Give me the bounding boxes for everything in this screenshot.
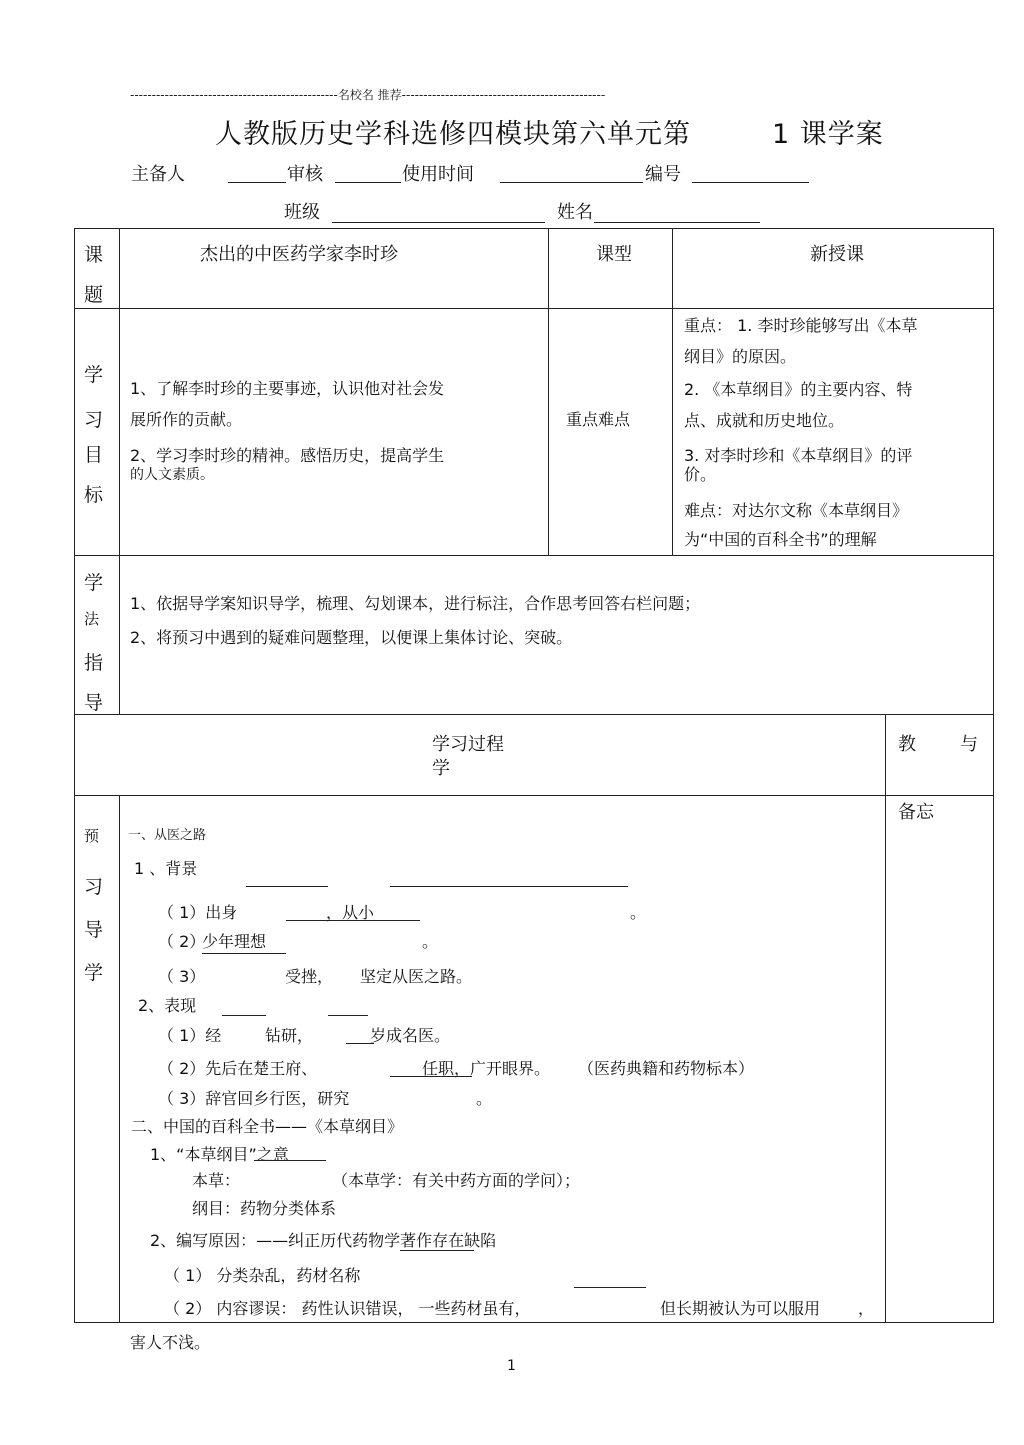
sec1-2-2c: （医药典籍和药物标本） <box>578 1059 755 1078</box>
type-label: 课型 <box>596 244 632 265</box>
tail-text: 害人不浅。 <box>130 1333 211 1352</box>
method-label-4: 导 <box>84 692 104 714</box>
page-title: 人教版历史学科选修四模块第六单元第 <box>215 119 691 150</box>
sec1-2-3b: 。 <box>476 1089 493 1108</box>
sec1-2-2b: 任职，广开眼界。 <box>422 1059 551 1078</box>
sec1-2-1b: 钻研， <box>265 1026 314 1045</box>
sec2-2-1: （ 1） 分类杂乱，药材名称 <box>164 1266 361 1285</box>
goal-2b: 的人文素质。 <box>130 467 214 483</box>
goals-label-1: 学 <box>84 364 104 386</box>
prep-label: 主备人 <box>131 164 185 185</box>
type-value: 新授课 <box>810 244 864 265</box>
process-title: 学习过程 <box>432 734 504 755</box>
sec1-1-1b: ，从小 <box>326 903 375 922</box>
blank <box>222 1015 266 1016</box>
sec1-2-2a: （ 2）先后在楚王府、 <box>158 1059 318 1078</box>
page-title-number: 1 课学案 <box>772 119 884 150</box>
key-2a: 2. 《本草纲目》的主要内容、特 <box>684 380 913 399</box>
blank <box>574 1287 646 1288</box>
sec1-2-1c: 岁成名医。 <box>370 1026 451 1045</box>
sec1-1: 1 、背景 <box>134 859 198 878</box>
sec1-1-2b: 少年理想 <box>202 932 267 951</box>
goals-label-4: 标 <box>84 484 104 506</box>
preview-label-4: 学 <box>84 962 104 984</box>
method-2: 2、将预习中遇到的疑难问题整理，以便课上集体讨论、突破。 <box>130 628 573 647</box>
sec1-1-2a: （ 2） <box>158 932 206 951</box>
time-label: 使用时间 <box>402 164 474 185</box>
goals-label-3: 目 <box>84 444 104 466</box>
class-blank <box>332 222 545 223</box>
key-1a: 重点： 1. 李时珍能够写出《本草 <box>684 316 918 335</box>
sec2-2: 2、编写原因：——纠正历代药物学著作存在缺陷 <box>150 1231 497 1250</box>
name-label: 姓名 <box>557 202 593 223</box>
topic-label-1: 课 <box>84 244 104 266</box>
blank <box>400 1250 474 1251</box>
sec1-1-3a: （ 3） <box>158 967 206 986</box>
sec2-1: 1、“本草纲目”之意 <box>150 1145 289 1164</box>
sec2-2-2a: （ 2） 内容谬误： 药性认识错误， 一些药材虽有， <box>164 1299 531 1318</box>
blank <box>202 953 286 954</box>
side-memo: 备忘 <box>898 802 934 823</box>
goal-1b: 展所作的贡献。 <box>130 410 243 429</box>
sec2-1-a: 本草： <box>192 1171 241 1190</box>
sec1-2: 2、表现 <box>138 996 197 1015</box>
sec1-1-3b: 受挫， <box>285 967 334 986</box>
key-2b: 点、成就和历史地位。 <box>684 411 845 430</box>
diff-a: 难点：对达尔文称《本草纲目》 <box>684 501 909 520</box>
section-2: 二、中国的百科全书——《本草纲目》 <box>131 1117 404 1136</box>
preview-label-1: 预 <box>84 827 100 845</box>
blank <box>246 886 328 887</box>
sec1-2-1a: （ 1）经 <box>158 1026 222 1045</box>
prep-blank <box>228 182 286 183</box>
method-label-3: 指 <box>84 652 104 674</box>
page-number: 1 <box>507 1358 516 1374</box>
blank <box>328 1015 368 1016</box>
blank <box>390 886 628 887</box>
blank <box>254 1160 326 1161</box>
sec1-1-2c: 。 <box>422 932 439 951</box>
side-and: 与 <box>960 734 978 755</box>
diff-b: 为“中国的百科全书”的理解 <box>684 530 877 549</box>
sec2-1-c: 纲目：药物分类体系 <box>192 1199 337 1218</box>
sec1-1-1c: 。 <box>630 903 647 922</box>
method-label-1: 学 <box>84 572 104 594</box>
class-label: 班级 <box>284 202 320 223</box>
key-label: 重点难点 <box>566 410 631 429</box>
sec1-1-1a: （ 1）出身 <box>158 903 238 922</box>
preview-label-2: 习 <box>84 876 104 898</box>
key-3b: 价。 <box>684 465 717 484</box>
number-blank <box>692 182 809 183</box>
goal-1a: 1、了解李时珍的主要事迹，认识他对社会发 <box>130 379 445 398</box>
review-label: 审核 <box>287 164 323 185</box>
side-teach: 教 <box>898 734 916 755</box>
review-blank <box>335 182 401 183</box>
key-1b: 纲目》的原因。 <box>684 347 797 366</box>
sec1-2-3a: （ 3）辞官回乡行医，研究 <box>158 1089 350 1108</box>
section-1: 一、从医之路 <box>128 828 207 843</box>
key-3a: 3. 对李时珍和《本草纲目》的评 <box>684 446 913 465</box>
method-label-2: 法 <box>84 610 100 628</box>
goal-2a: 2、学习李时珍的精神。感悟历史，提高学生 <box>130 446 445 465</box>
sec2-1-b: （本草学：有关中药方面的学问）； <box>332 1171 581 1190</box>
top-note: ------------------------------------------------名校名 推荐----------------------------------------------- <box>130 88 606 102</box>
sec1-1-3c: 坚定从医之路。 <box>360 967 473 986</box>
goals-label-2: 习 <box>84 409 104 431</box>
number-label: 编号 <box>645 164 681 185</box>
time-blank <box>500 182 643 183</box>
name-blank <box>594 222 760 223</box>
process-title-b: 学 <box>432 758 450 779</box>
topic-label-2: 题 <box>84 284 104 306</box>
method-1: 1、依据导学案知识导学，梳理、勾划课本，进行标注，合作思考回答右栏问题； <box>130 594 701 613</box>
sec2-2-2c: ， <box>858 1299 875 1318</box>
topic-text: 杰出的中医药学家李时珍 <box>200 244 398 265</box>
sec2-2-2b: 但长期被认为可以服用 <box>660 1299 821 1318</box>
preview-label-3: 导 <box>84 919 104 941</box>
